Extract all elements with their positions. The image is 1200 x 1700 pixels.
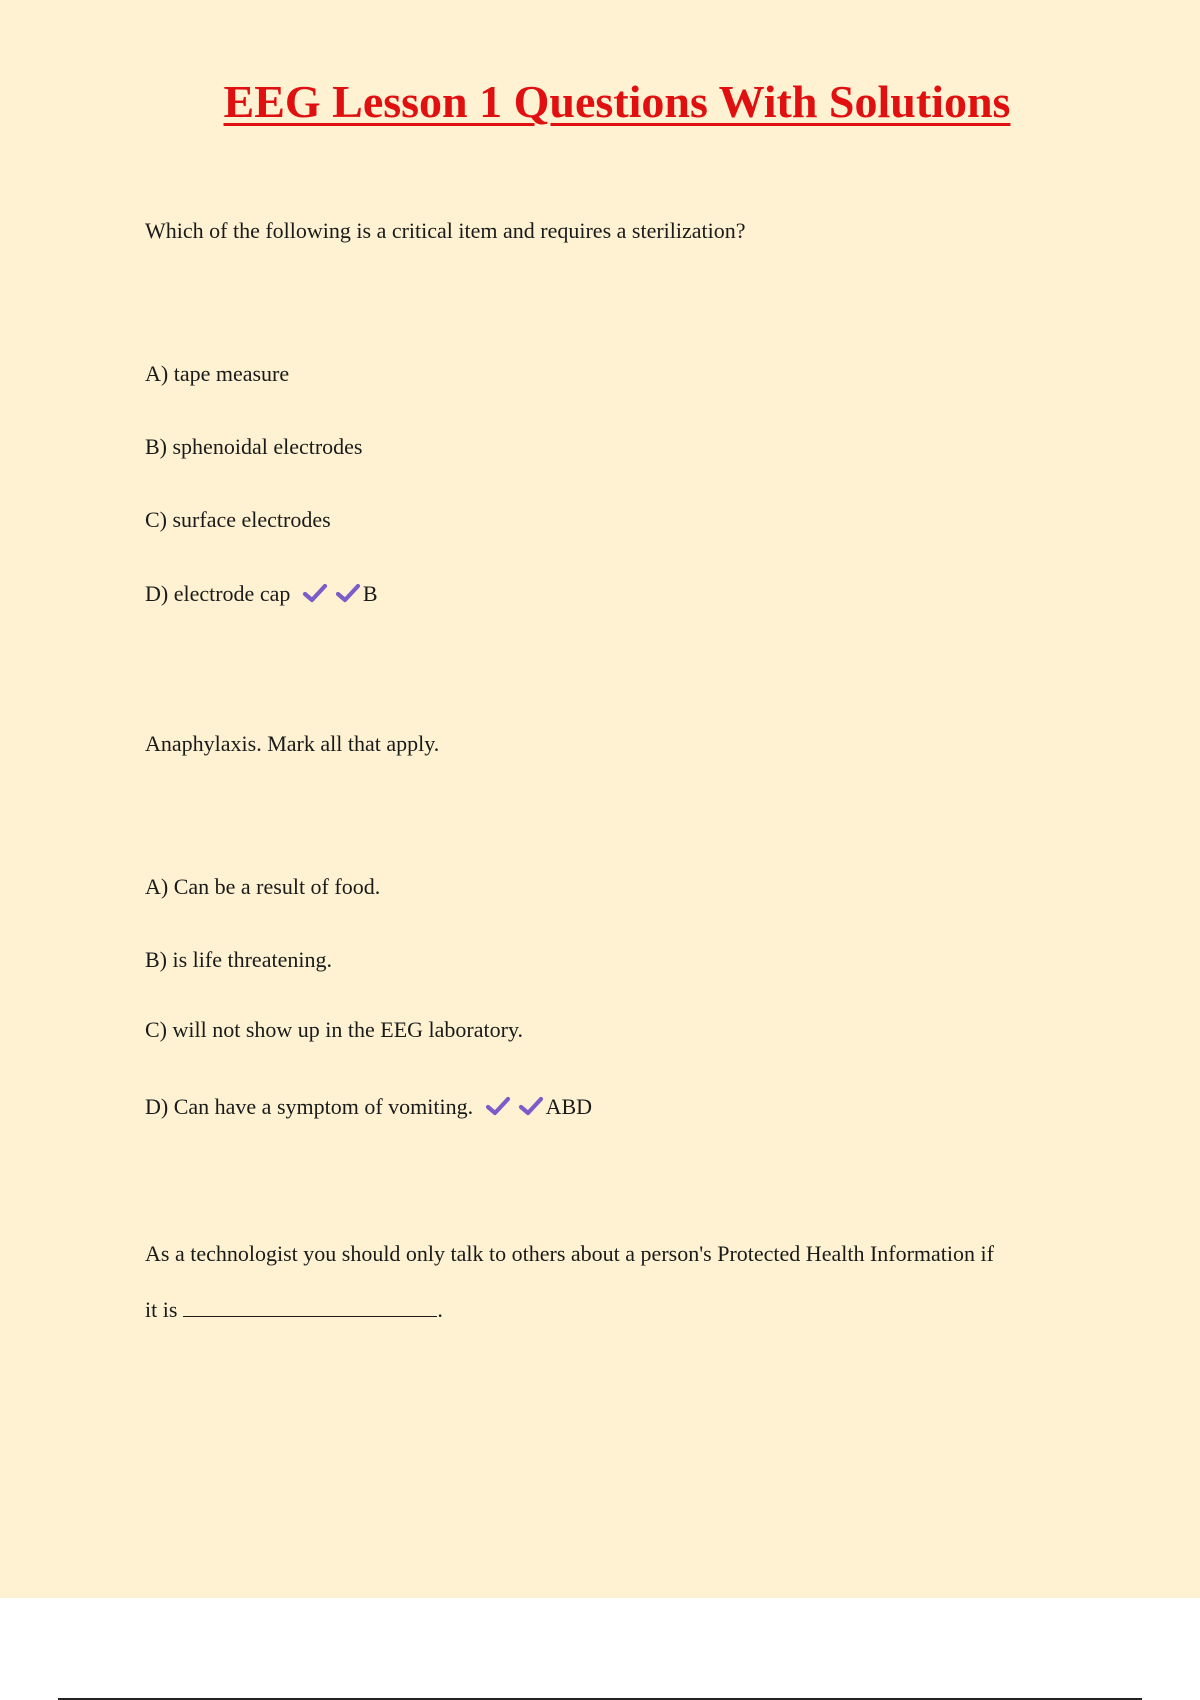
question-3-text-line-1: As a technologist you should only talk to others about a person's Protected Health Information if <box>145 1241 994 1266</box>
check-icon <box>302 582 328 604</box>
answer-blank <box>183 1296 437 1317</box>
check-icon <box>335 582 361 604</box>
question-3-suffix: . <box>437 1297 443 1322</box>
question-2-option-a: A) Can be a result of food. <box>145 874 381 899</box>
document-title: EEG Lesson 1 Questions With Solutions <box>223 76 1011 127</box>
question-3-prefix: it is <box>145 1297 178 1322</box>
question-2-text: Anaphylaxis. Mark all that apply. <box>145 731 440 756</box>
question-2-answer: ABD <box>545 1094 593 1119</box>
question-1-option-d: D) electrode cap <box>145 581 291 606</box>
question-2-option-d-row <box>145 1092 592 1122</box>
question-2-option-c: C) will not show up in the EEG laboratory. <box>145 1017 524 1042</box>
check-icon <box>518 1095 544 1117</box>
question-2-option-b: B) is life threatening. <box>145 947 332 972</box>
question-3-text-line-2 <box>145 1295 443 1325</box>
question-1-option-a: A) tape measure <box>145 361 290 386</box>
question-1-option-c: C) surface electrodes <box>145 507 331 532</box>
check-icon <box>485 1095 511 1117</box>
question-1-option-d-row <box>145 579 378 609</box>
question-2-option-d: D) Can have a symptom of vomiting. <box>145 1094 474 1119</box>
question-1-option-b: B) sphenoidal electrodes <box>145 434 363 459</box>
question-1-text: Which of the following is a critical item and requires a sterilization? <box>145 218 746 243</box>
question-1-answer: B <box>362 581 378 606</box>
